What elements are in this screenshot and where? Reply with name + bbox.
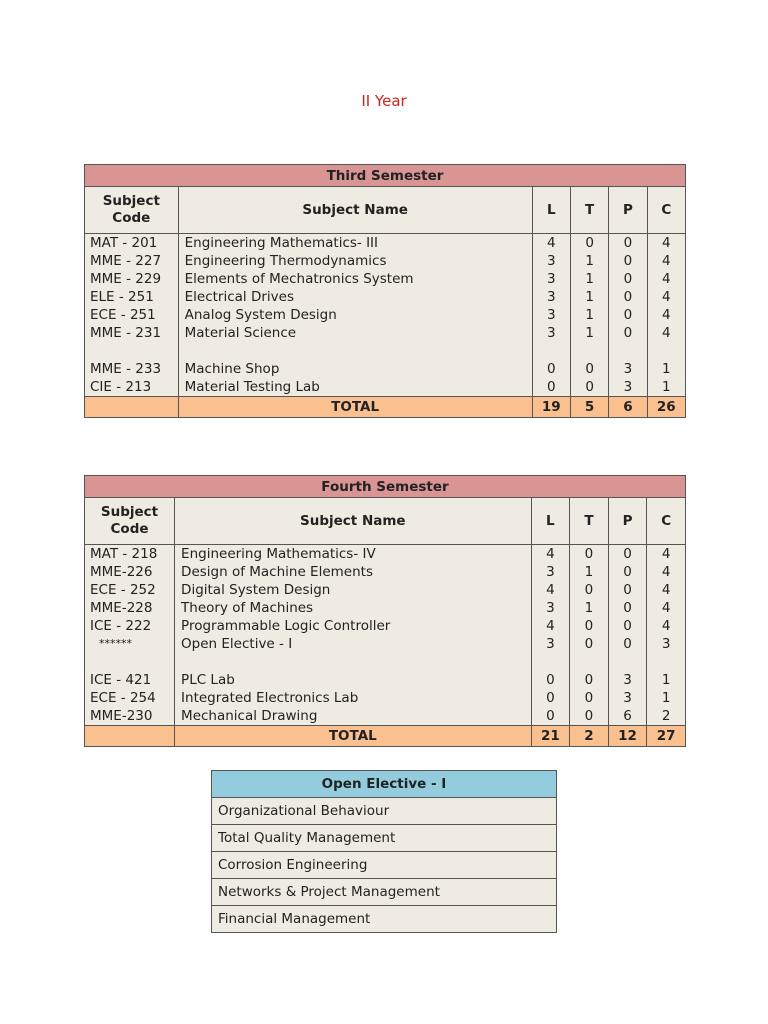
subject-code: ECE - 252 xyxy=(85,581,175,599)
subject-name: Mechanical Drawing xyxy=(175,707,532,726)
total-row xyxy=(85,726,686,747)
table-row xyxy=(85,563,686,581)
list-item: Organizational Behaviour xyxy=(212,798,557,825)
list-item: Total Quality Management xyxy=(212,825,557,852)
lecture-hours: 4 xyxy=(531,617,570,635)
subject-code: ICE - 222 xyxy=(85,617,175,635)
credits: 3 xyxy=(647,635,686,653)
total-l: 19 xyxy=(532,397,570,418)
third-semester-table xyxy=(84,164,686,418)
subject-name: Elements of Mechatronics System xyxy=(178,270,532,288)
total-label: TOTAL xyxy=(175,726,532,747)
tutorial-hours: 1 xyxy=(570,288,608,306)
subject-code: MME - 233 xyxy=(85,360,179,378)
p-header: P xyxy=(609,187,647,234)
total-blank xyxy=(85,726,175,747)
subject-name: Material Testing Lab xyxy=(178,378,532,397)
credits: 4 xyxy=(647,270,685,288)
lecture-hours: 3 xyxy=(532,252,570,270)
tutorial-hours: 1 xyxy=(570,252,608,270)
practical-hours: 0 xyxy=(608,581,647,599)
total-p: 12 xyxy=(608,726,647,747)
lecture-hours: 3 xyxy=(531,599,570,617)
tutorial-hours: 0 xyxy=(570,635,609,653)
subject-code: MAT - 218 xyxy=(85,545,175,564)
open-elective-table xyxy=(211,770,557,933)
table-row xyxy=(85,324,686,342)
tutorial-hours: 0 xyxy=(570,545,609,564)
practical-hours: 0 xyxy=(608,635,647,653)
subject-code-header: Subject Code xyxy=(85,498,175,545)
subject-code: ICE - 421 xyxy=(85,671,175,689)
table-row xyxy=(85,581,686,599)
subject-code: MME-226 xyxy=(85,563,175,581)
lecture-hours: 3 xyxy=(531,563,570,581)
practical-hours: 6 xyxy=(608,707,647,726)
subject-code: ECE - 251 xyxy=(85,306,179,324)
practical-hours: 0 xyxy=(609,324,647,342)
credits: 4 xyxy=(647,306,685,324)
subject-name: Integrated Electronics Lab xyxy=(175,689,532,707)
lecture-hours: 3 xyxy=(531,635,570,653)
credits: 1 xyxy=(647,360,685,378)
subject-code: ECE - 254 xyxy=(85,689,175,707)
total-label: TOTAL xyxy=(178,397,532,418)
open-elective-title: Open Elective - I xyxy=(212,771,557,798)
c-header: C xyxy=(647,187,685,234)
total-c: 27 xyxy=(647,726,686,747)
lecture-hours: 0 xyxy=(531,689,570,707)
subject-name: Digital System Design xyxy=(175,581,532,599)
tutorial-hours: 1 xyxy=(570,270,608,288)
credits: 4 xyxy=(647,234,685,253)
credits: 4 xyxy=(647,324,685,342)
table-row xyxy=(85,360,686,378)
credits: 4 xyxy=(647,617,686,635)
subject-code: MME - 227 xyxy=(85,252,179,270)
t-header: T xyxy=(570,187,608,234)
practical-hours: 3 xyxy=(608,689,647,707)
tutorial-hours: 1 xyxy=(570,563,609,581)
tutorial-hours: 0 xyxy=(570,234,608,253)
subject-code: ELE - 251 xyxy=(85,288,179,306)
practical-hours: 0 xyxy=(608,599,647,617)
tutorial-hours: 0 xyxy=(570,360,608,378)
p-header: P xyxy=(608,498,647,545)
l-header: L xyxy=(531,498,570,545)
subject-name: Electrical Drives xyxy=(178,288,532,306)
practical-hours: 0 xyxy=(608,563,647,581)
subject-name: Analog System Design xyxy=(178,306,532,324)
table-row xyxy=(85,671,686,689)
subject-name-header: Subject Name xyxy=(175,498,532,545)
credits: 4 xyxy=(647,581,686,599)
practical-hours: 0 xyxy=(609,234,647,253)
practical-hours: 3 xyxy=(608,671,647,689)
lecture-hours: 0 xyxy=(531,671,570,689)
credits: 4 xyxy=(647,599,686,617)
subject-name: PLC Lab xyxy=(175,671,532,689)
table-row xyxy=(85,689,686,707)
tutorial-hours: 0 xyxy=(570,689,609,707)
credits: 1 xyxy=(647,671,686,689)
tutorial-hours: 0 xyxy=(570,671,609,689)
tutorial-hours: 0 xyxy=(570,617,609,635)
lecture-hours: 0 xyxy=(531,707,570,726)
semester-header-row xyxy=(85,165,686,187)
column-header-row xyxy=(85,187,686,234)
practical-hours: 0 xyxy=(608,545,647,564)
list-item: Financial Management xyxy=(212,906,557,933)
tutorial-hours: 1 xyxy=(570,324,608,342)
practical-hours: 3 xyxy=(609,378,647,397)
lecture-hours: 3 xyxy=(532,288,570,306)
total-c: 26 xyxy=(647,397,685,418)
table-row xyxy=(85,378,686,397)
subject-name: Material Science xyxy=(178,324,532,342)
lecture-hours: 4 xyxy=(531,581,570,599)
subject-code: MME-228 xyxy=(85,599,175,617)
practical-hours: 0 xyxy=(609,288,647,306)
table-row xyxy=(85,234,686,253)
table-row xyxy=(85,599,686,617)
year-title: II Year xyxy=(361,92,407,110)
credits: 4 xyxy=(647,252,685,270)
subject-name: Theory of Machines xyxy=(175,599,532,617)
tutorial-hours: 1 xyxy=(570,306,608,324)
subject-code: MAT - 201 xyxy=(85,234,179,253)
subject-code: MME - 229 xyxy=(85,270,179,288)
subject-name: Engineering Thermodynamics xyxy=(178,252,532,270)
credits: 1 xyxy=(647,378,685,397)
credits: 2 xyxy=(647,707,686,726)
subject-code-header: Subject Code xyxy=(85,187,179,234)
column-header-row xyxy=(85,498,686,545)
total-t: 5 xyxy=(570,397,608,418)
spacer-row xyxy=(85,342,686,360)
tutorial-hours: 1 xyxy=(570,599,609,617)
tutorial-hours: 0 xyxy=(570,378,608,397)
table-row xyxy=(85,306,686,324)
lecture-hours: 0 xyxy=(532,378,570,397)
tutorial-hours: 0 xyxy=(570,707,609,726)
spacer-row xyxy=(85,653,686,671)
table-row xyxy=(85,707,686,726)
lecture-hours: 3 xyxy=(532,270,570,288)
table-row xyxy=(85,270,686,288)
total-p: 6 xyxy=(609,397,647,418)
subject-code: MME - 231 xyxy=(85,324,179,342)
fourth-semester-table xyxy=(84,475,686,747)
subject-name: Programmable Logic Controller xyxy=(175,617,532,635)
subject-name-header: Subject Name xyxy=(178,187,532,234)
list-item: Corrosion Engineering xyxy=(212,852,557,879)
total-blank xyxy=(85,397,179,418)
credits: 4 xyxy=(647,563,686,581)
lecture-hours: 3 xyxy=(532,306,570,324)
c-header: C xyxy=(647,498,686,545)
semester-title: Fourth Semester xyxy=(85,476,686,498)
credits: 1 xyxy=(647,689,686,707)
practical-hours: 0 xyxy=(609,270,647,288)
l-header: L xyxy=(532,187,570,234)
total-t: 2 xyxy=(570,726,609,747)
total-row xyxy=(85,397,686,418)
table-row xyxy=(85,545,686,564)
semester-title: Third Semester xyxy=(85,165,686,187)
practical-hours: 0 xyxy=(609,306,647,324)
lecture-hours: 4 xyxy=(532,234,570,253)
subject-code: CIE - 213 xyxy=(85,378,179,397)
credits: 4 xyxy=(647,288,685,306)
subject-name: Engineering Mathematics- IV xyxy=(175,545,532,564)
total-l: 21 xyxy=(531,726,570,747)
credits: 4 xyxy=(647,545,686,564)
lecture-hours: 3 xyxy=(532,324,570,342)
tutorial-hours: 0 xyxy=(570,581,609,599)
practical-hours: 3 xyxy=(609,360,647,378)
subject-code: ****** xyxy=(85,635,175,653)
subject-name: Design of Machine Elements xyxy=(175,563,532,581)
subject-name: Machine Shop xyxy=(178,360,532,378)
table-row xyxy=(85,617,686,635)
table-row xyxy=(85,252,686,270)
lecture-hours: 0 xyxy=(532,360,570,378)
subject-name: Open Elective - I xyxy=(175,635,532,653)
subject-name: Engineering Mathematics- III xyxy=(178,234,532,253)
subject-code: MME-230 xyxy=(85,707,175,726)
t-header: T xyxy=(570,498,609,545)
semester-header-row xyxy=(85,476,686,498)
practical-hours: 0 xyxy=(608,617,647,635)
list-item: Networks & Project Management xyxy=(212,879,557,906)
lecture-hours: 4 xyxy=(531,545,570,564)
practical-hours: 0 xyxy=(609,252,647,270)
table-row xyxy=(85,635,686,653)
table-row xyxy=(85,288,686,306)
